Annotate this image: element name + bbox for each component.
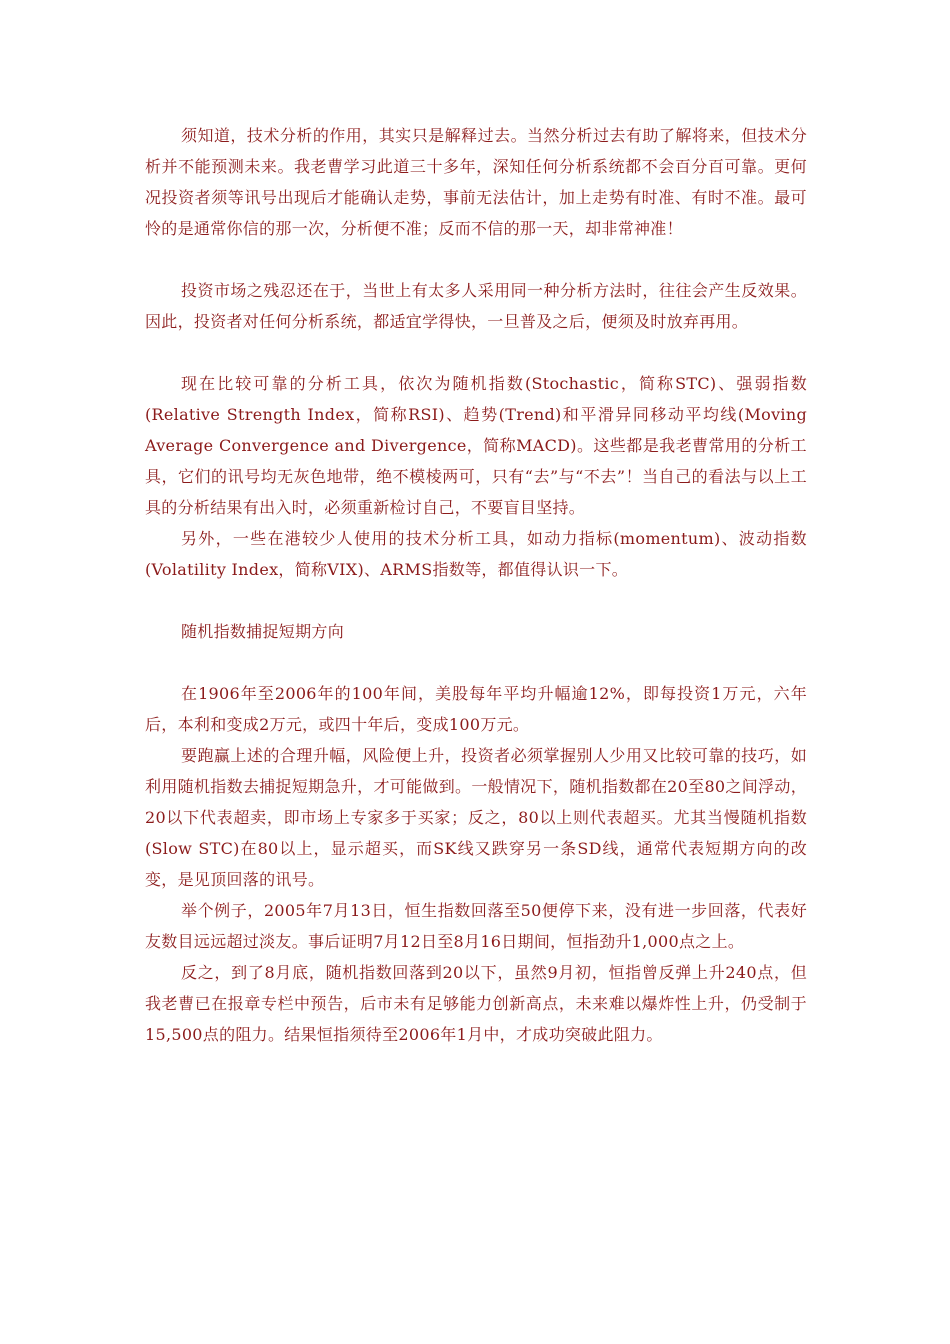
paragraph-gap [145, 244, 807, 275]
paragraph-stochastic-usage: 要跑赢上述的合理升幅，风险便上升，投资者必须掌握别人少用又比较可靠的技巧，如利用随机指数去捕捉短期急升，才可能做到。一般情况下，随机指数都在20至80之间浮动，20以下代表超卖，即市场上专家多于买家；反之，80以上则代表超买。尤其当慢随机指数(Slow STC)在80以上，显示超买，而SK线又跌穿另一条SD线，通常代表短期方向的改变，是见顶回落的讯号。 [145, 746, 807, 889]
paragraph-us-stock-returns: 在1906年至2006年的100年间，美股每年平均升幅逾12%，即每投资1万元，六年后，本利和变成2万元，或四十年后，变成100万元。 [145, 684, 807, 734]
document-page [145, 120, 807, 1050]
paragraph-reliable-tools: 现在比较可靠的分析工具，依次为随机指数(Stochastic，简称STC)、强弱指数(Relative Strength Index，简称RSI)、趋势(Trend)和平滑异同移动平均线(Moving Average Convergence and Divergence，简称MACD)。这些都是我老曹常用的分析工具，它们的讯号均无灰色地带，绝不模棱两可，只有“去”与“不去”！当自己的看法与以上工具的分析结果有出入时，必须重新检讨自己，不要盲目坚持。 [145, 374, 807, 517]
paragraph-market-cruelty: 投资市场之残忍还在于，当世上有太多人采用同一种分析方法时，往往会产生反效果。因此，投资者对任何分析系统，都适宜学得快，一旦普及之后，便须及时放弃再用。 [145, 281, 807, 331]
paragraph-technical-analysis-limits: 须知道，技术分析的作用，其实只是解释过去。当然分析过去有助了解将来，但技术分析并不能预测未来。我老曹学习此道三十多年，深知任何分析系统都不会百分百可靠。更何况投资者须等讯号出现后才能确认走势，事前无法估计，加上走势有时准、有时不准。最可怜的是通常你信的那一次，分析便不准；反而不信的那一天，却非常神准！ [145, 126, 807, 238]
paragraph-other-tools: 另外，一些在港较少人使用的技术分析工具，如动力指标(momentum)、波动指数(Volatility Index，简称VIX)、ARMS指数等，都值得认识一下。 [145, 529, 807, 579]
section-heading: 随机指数捕捉短期方向 [181, 622, 345, 641]
paragraph-gap [145, 647, 807, 678]
paragraph-example-july: 举个例子，2005年7月13日，恒生指数回落至50便停下来，没有进一步回落，代表好友数目远远超过淡友。事后证明7月12日至8月16日期间，恒指劲升1,000点之上。 [145, 901, 807, 951]
paragraph-example-august: 反之，到了8月底，随机指数回落到20以下，虽然9月初，恒指曾反弹上升240点，但我老曹已在报章专栏中预告，后市未有足够能力创新高点，未来难以爆炸性上升，仍受制于15,500点的阻力。结果恒指须待至2006年1月中，才成功突破此阻力。 [145, 963, 807, 1044]
paragraph-gap [145, 585, 807, 616]
paragraph-gap [145, 337, 807, 368]
